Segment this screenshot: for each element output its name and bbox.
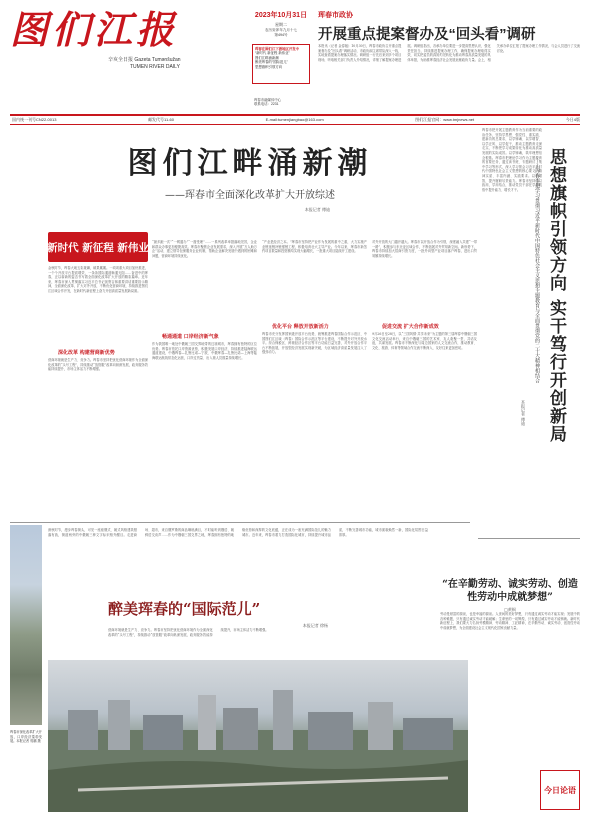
right-article <box>482 128 580 538</box>
masthead <box>10 8 240 58</box>
side-photo-caption: 珲春市深化改革扩大开放，口岸经济蓬勃发展。本报记者 郭鹏 摄 <box>10 730 42 744</box>
feature-header <box>108 598 328 629</box>
post-code: 邮发代号11-60 <box>148 117 174 122</box>
issue-date: 2023年10月31日 <box>254 12 308 19</box>
cn-number: 国内统一刊号CN22-0013 <box>12 117 57 122</box>
contents-box <box>252 44 310 84</box>
contents-line[interactable]: “新时代 新征程 新伟业” <box>255 51 290 56</box>
right-article-byline: 本报记者 傅迪 <box>521 400 526 426</box>
top-story-tag: 珲春市政协 <box>318 12 353 19</box>
top-story-headline[interactable]: 开展重点提案督办及“回头看”调研 <box>318 27 536 43</box>
top-story <box>318 10 580 44</box>
contents-line[interactable]: 图们江畔涌新潮 <box>255 55 279 60</box>
contents-heading: 珲春在图们江下游地区开发中 <box>255 47 300 51</box>
lead-col-3b-text: 珲春市充分发挥国家级开放平台优势，统筹推进珲春国际合作示范区、中国图们江区域（珲春）国际合作示范区等平台建设，不断提升对外开放水平。综合保税区、跨境经济合作区等平台功能日益完善，对外开放合作平台不断拓展，开放型经济发展实现新突破，为区域经济高质量发展注入了强劲动力。 <box>262 332 367 355</box>
lead-byline: 本报记者 傅迪 <box>304 207 330 212</box>
divider <box>478 538 580 539</box>
lead-col-1b-text: 营商环境就是生产力、竞争力。珲春市坚持把优化营商环境作为全面深化改革的“头号工程”，持续推动“放管服”改革向纵深发展，政务服务效能持续提升，市场主体活力不断增强。 <box>48 358 148 372</box>
lead-col-4b-text: 9月26日至28日，以“三国风情·共享未来”为主题的第三届珲春中俄朝三国文化交流活动举行，来自中俄朝三国的艺术家、友人欢聚一堂，共话友谊，共谋发展。珲春市不断深化与周边国家的人文交流合作，推动教育、文化、旅游、体育等领域合作交流不断深入，友好往来更加密切。 <box>372 332 477 350</box>
lead-subheading: 深化改革 构建营商新优势 <box>58 350 115 356</box>
info-bar <box>12 117 580 123</box>
newspaper-logo: 图们江报 <box>10 7 179 52</box>
masthead-subline <box>108 56 181 63</box>
right-article-headline[interactable]: 思想旗帜引领方向 实干笃行开创新局 <box>546 148 566 443</box>
lead-col-4-text: 对外开放的大门越开越大。珲春市以开放合作为引领，深度融入共建“一带一路”，积极参与东北亚区域合作，不断拓展对外贸易新空间。新形势下，珲春市持续加大招商引资力度，一批外向型产业项目落户珲春，进出口贸易额持续增长。 <box>372 240 477 258</box>
lead-header <box>60 138 440 213</box>
website[interactable]: 图们江报官网：www.tmjnews.net <box>415 117 475 122</box>
city-skyline-illustration <box>48 660 468 812</box>
masthead-slogan: 辛亥全日报 <box>108 57 134 63</box>
column-tag-text: 今日论语 <box>544 785 576 795</box>
quote-header <box>440 578 580 613</box>
side-photo <box>10 525 42 725</box>
notice-line: 珲春市融媒体中心 <box>254 98 282 102</box>
masthead-english: TUMEN RIVER DAILY <box>130 64 180 70</box>
divider <box>10 114 580 116</box>
top-story-body: 本报讯（记者 金春姬）10月30日，珲春市政协召开重点提案督办及“回头看”调研活动，市政协副主席带队深入一线，实地查看提案办理落实情况。调研组一行先后来到多个项目现场，听取相关部门负责人介绍情况，详细了解提案办理进展。调研组指出，各承办单位要进一步提高思想认识，强化责任担当，持续推进提案办理工作，确保提案办理取得实效，切实把委员的真知灼见转化为推动珲春高质量发展的具体举措，为助推珲春经济社会发展贡献政协力量。会上，相关承办单位汇报了提案办理工作情况，与会人员进行了交流讨论。 <box>318 44 580 62</box>
lead-col-1 <box>48 266 148 516</box>
theme-banner <box>48 232 148 262</box>
column-tag <box>540 770 580 810</box>
issue-number: 第494号 <box>274 33 288 37</box>
quote-byline: □黄枫 <box>504 607 516 612</box>
lead-subheading: 优化平台 释放开放新活力 <box>272 324 329 330</box>
lead-col-2 <box>152 240 257 516</box>
quote-headline[interactable]: “在辛勤劳动、诚实劳动、创造性劳动中成就梦想” <box>442 579 578 603</box>
contents-line[interactable]: 思想旗帜引领方向 <box>255 64 283 69</box>
weekday: 星期二 <box>275 22 287 27</box>
theme-banner-text: 新时代 新征程 新伟业 <box>47 241 149 254</box>
page-count: 今日4版 <box>565 117 580 122</box>
divider <box>10 522 470 523</box>
lead-headline[interactable]: 图们江畔涌新潮 <box>127 146 373 181</box>
lead-subheading: 促进交流 扩大合作新成效 <box>382 324 439 330</box>
quote-body: 劳动是财富的源泉，也是幸福的源泉。人世间的美好梦想，只有通过诚实劳动才能实现；发展中的各种难题，只有通过诚实劳动才能破解；生命里的一切辉煌，只有通过诚实劳动才能铸就。新时代新征程上，我们要大力弘扬劳模精神、劳动精神、工匠精神，在辛勤劳动、诚实劳动、创造性劳动中成就梦想，为全面建设社会主义现代化国家贡献力量。 <box>440 612 580 630</box>
notice-line: 联系电话：2231 <box>254 102 279 107</box>
feature-body: 深秋时节，漫步珲春街头，可见一座座俄式、朝式风格建筑错落有致，街道两旁的中俄朝三种文字标识格外醒目。走进商场、超市，来自俄罗斯的商品琳琅满目，不时能听到俄语、朝鲜语交谈声……作为中俄朝三国交界之地，珲春拥有独特的地缘优势和深厚的文化底蕴，正在成为一座充满国际范儿的魅力城市。近年来，珲春市着力打造国际化城市，持续提升城市品质，不断完善城市功能，城市面貌焕然一新，国际化氛围日益浓厚。 <box>48 528 428 537</box>
divider <box>10 124 580 125</box>
feature-body-2: 营商环境就是生产力、竞争力。珲春市坚持把优化营商环境作为全面深化改革的“头号工程”，持续推动“放管服”改革向纵深发展，政务服务效能持续提升，市场主体活力不断增强。 <box>108 628 269 637</box>
feature-byline: 本报记者 徐杨 <box>302 623 328 628</box>
lead-col-2-text: “最多跑一次”“一网通办”“一窗受理”……一系列改革举措落地见效，企业和群众办事更加便捷高效。珲春市聚焦企业发展需求，深入开展“万人助万企”活动，建立领导包保服务企业机制，帮助企业解决发展中遇到的困难和问题，营商环境持续优化。 <box>152 240 257 258</box>
lead-col-3 <box>262 240 367 516</box>
right-article-subtitle: ——珲春市把学习贯彻习近平新时代中国特色社会主义思想主题教育与全面贯彻党的二十大精神相结合 <box>534 158 540 383</box>
lead-col-4 <box>372 240 477 516</box>
lead-subtitle: ——珲春市全面深化改革扩大开放综述 <box>165 190 335 201</box>
masthead-pinyin: Gazeta Tumənšužan <box>134 57 181 63</box>
lunar-date: 农历癸卯年九月十七 <box>264 28 298 32</box>
right-article-body: 珲春市把开展主题教育作为当前重要的政治任务，坚持学思想、强党性、重实践、建新功的总要求，以学铸魂、以学增智、以学正风、以学促干，推动主题教育走深走实，不断把学习成果转化为推动高质量发展的实际成效。以学铸魂，筑牢理想信念根基。珲春市把理论学习作为主题教育的首要任务，通过读书班、专题研讨、集中学习等形式，深入学习领会习近平新时代中国特色社会主义思想的核心要义、精神实质、丰富内涵、实践要求。以学增智，提升履职尽责能力。珲春市坚持学以致用，学用结合，推动党员干部在学思践悟中提升能力、增长才干。 <box>482 128 542 192</box>
feature-headline[interactable]: 醉美珲春的“国际范儿” <box>108 600 261 618</box>
contents-line[interactable]: 醉美珲春的“国际范儿” <box>255 60 288 65</box>
lead-subheading: 畅通通道 口岸经济新气象 <box>162 334 219 340</box>
lead-col-1-text: 金秋时节，珲春大地五彩斑斓，硕果累累。一项项重大项目加快推进，一个个开放平台提质增效，一条条国际通道畅通无阻……奋进中的珲春，正以崭新的姿态书写着全面深化改革扩大开放的精彩篇章。近年来，珲春市深入贯彻落实习近平总书记视察吉林重要讲话重要指示精神，全面深化改革，扩大对外开放，不断优化营商环境，持续推进图们江区域合作开发，在新时代新征程上奋力开创高质量发展新局面。 <box>48 266 148 293</box>
email[interactable]: E-mail:tumenjiangbao@163.com <box>265 117 324 122</box>
lead-col-2b-text: 作为我国唯一地处中俄朝三国交界地带的边境城市，珲春拥有独特的区位优势。珲春市依托口岸资源优势，积极发展口岸经济，持续推进陆海联运通道建设，中俄珲春—扎鲁比诺—宁波、中俄珲春—扎鲁比诺—上海等陆海联运航线常态化运营，口岸过货量、出入境人员数量持续增长。 <box>152 342 257 360</box>
feature-photo <box>48 660 468 812</box>
notice-box <box>254 98 281 107</box>
lead-col-3-text: “产业是经济之本。”珲春市坚持把产业作为发展的重中之重，大力实施产业链延链补链强链工程，积极培育壮大主导产业。今年以来，珲春市新签约项目数量和投资额均实现大幅增长，一批重大项目陆续开工建设。 <box>262 240 367 254</box>
